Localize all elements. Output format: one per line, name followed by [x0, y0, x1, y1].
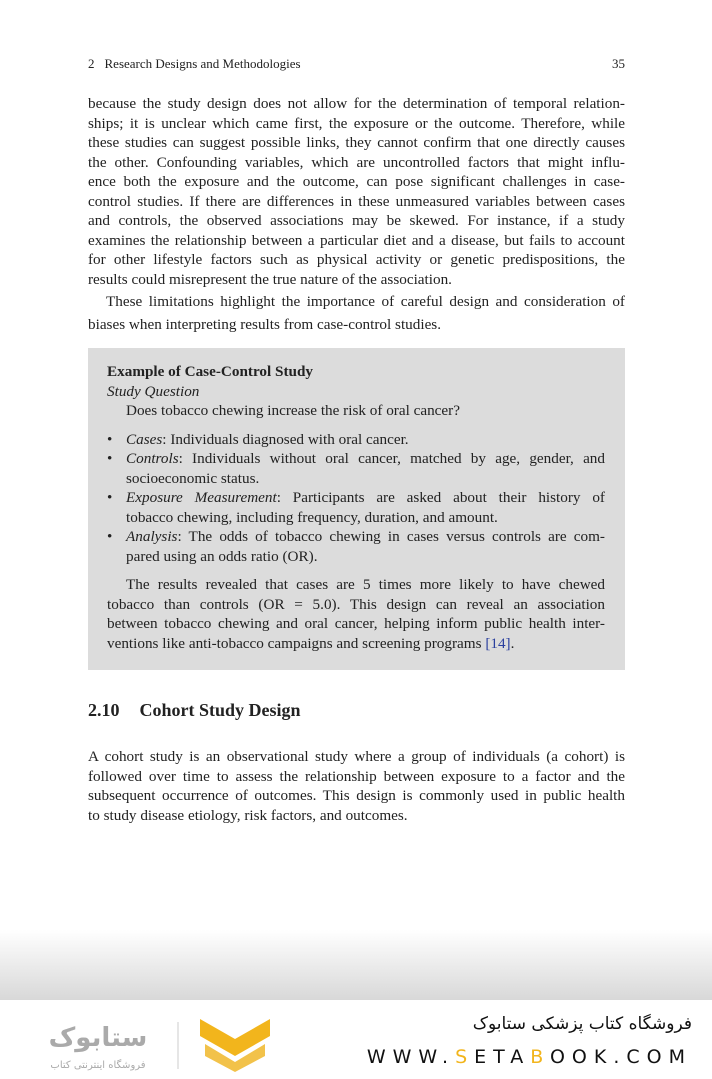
section-number: 2.10 [88, 700, 120, 720]
section-heading [88, 700, 301, 721]
bullet-text: : The odds of tobacco chewing in cases versus controls are com- [177, 528, 605, 545]
study-question: Does tobacco chewing increase the risk of oral cancer? [126, 402, 460, 419]
bullet-term: Exposure Measurement [126, 489, 277, 506]
bullet-text: pared using an odds ratio (OR). [126, 547, 318, 565]
text-line: between tobacco chewing and oral cancer, helping inform public health inter- [107, 615, 605, 632]
text-line: these studies can suggest possible links, they cannot confirm that one directly causes [88, 134, 625, 151]
footer-banner [0, 1000, 712, 1079]
paragraph-limitations [88, 94, 625, 334]
chapter-number: 2 [88, 56, 95, 71]
text-line: ence both the exposure and the outcome, can pose significant challenges in case- [88, 173, 625, 190]
logo-tagline: فروشگاه اینترنتی کتاب [50, 1060, 146, 1071]
chapter-title: Research Designs and Methodologies [104, 56, 301, 71]
logo-text: ستابوک [48, 1023, 148, 1053]
example-box [88, 348, 625, 670]
text-line: ventions like anti-tobacco campaigns and screening programs [107, 634, 486, 652]
bullet-text: : Individuals diagnosed with oral cancer. [162, 430, 409, 448]
bullet-analysis [107, 527, 605, 566]
bullet-text: tobacco chewing, including frequency, duration, and amount. [126, 508, 498, 526]
bullet-text: : Individuals without oral cancer, matched by age, gender, and [178, 450, 605, 467]
footer-shadow [0, 930, 712, 1000]
text-line: for other lifestyle factors such as physical activity or genetic predispositions, the [88, 251, 625, 268]
section-title: Cohort Study Design [139, 700, 301, 720]
bullet-exposure [107, 488, 605, 527]
text-line: results could misrepresent the true nature of the association. [88, 270, 452, 288]
bullet-text: : Participants are asked about their history of [276, 489, 605, 506]
text-line: and controls, the observed associations may be skewed. For instance, if a study [88, 212, 625, 229]
bullet-term: Analysis [126, 528, 178, 545]
text-line: subsequent occurrence of outcomes. This design is commonly used in public health [88, 787, 625, 804]
text-line: . [510, 634, 515, 652]
text-line: control studies. If there are differences in these unmeasured variables between cases [88, 192, 625, 210]
text-line: A cohort study is an observational study where a group of individuals (a cohort) is [88, 748, 625, 765]
bullet-term: Cases [126, 430, 163, 448]
text-line: ships; it is unclear which came first, the exposure or the outcome. Therefore, while [88, 114, 625, 132]
shop-url[interactable]: WWW.SETABOOK.COM [366, 1046, 692, 1068]
text-line: tobacco than controls (OR = 5.0). This design can reveal an association [107, 595, 605, 613]
bullet-controls [107, 449, 605, 488]
text-line: biases when interpreting results from case-control studies. [88, 315, 442, 333]
text-line: because the study design does not allow for the determination of temporal relation- [88, 95, 625, 112]
page-number: 35 [612, 56, 625, 71]
shop-name: فروشگاه کتاب پزشکی ستابوک [472, 1014, 692, 1034]
bullet-term: Controls [126, 450, 179, 467]
citation-link[interactable]: [14] [485, 634, 511, 652]
paragraph-cohort [88, 747, 625, 825]
text-line: the other. Confounding variables, which are uncontrolled factors that might influ- [88, 153, 625, 171]
bullet-text: socioeconomic status. [126, 469, 260, 487]
text-line: followed over time to assess the relationship between exposure to a factor and the [88, 767, 625, 785]
bullet-cases [107, 430, 605, 450]
logo-icon [30, 1014, 280, 1074]
text-line: examines the relationship between a particular diet and a disease, but fails to account [88, 231, 625, 249]
setabook-logo [30, 1014, 280, 1074]
text-line: The results revealed that cases are 5 times more likely to have chewed [126, 576, 605, 593]
text-line: These limitations highlight the importance of careful design and consideration of [106, 293, 625, 310]
running-header [88, 56, 625, 72]
box-title: Example of Case-Control Study [107, 363, 314, 380]
text-line: to study disease etiology, risk factors, and outcomes. [88, 806, 408, 824]
box-subtitle: Study Question [107, 382, 200, 400]
